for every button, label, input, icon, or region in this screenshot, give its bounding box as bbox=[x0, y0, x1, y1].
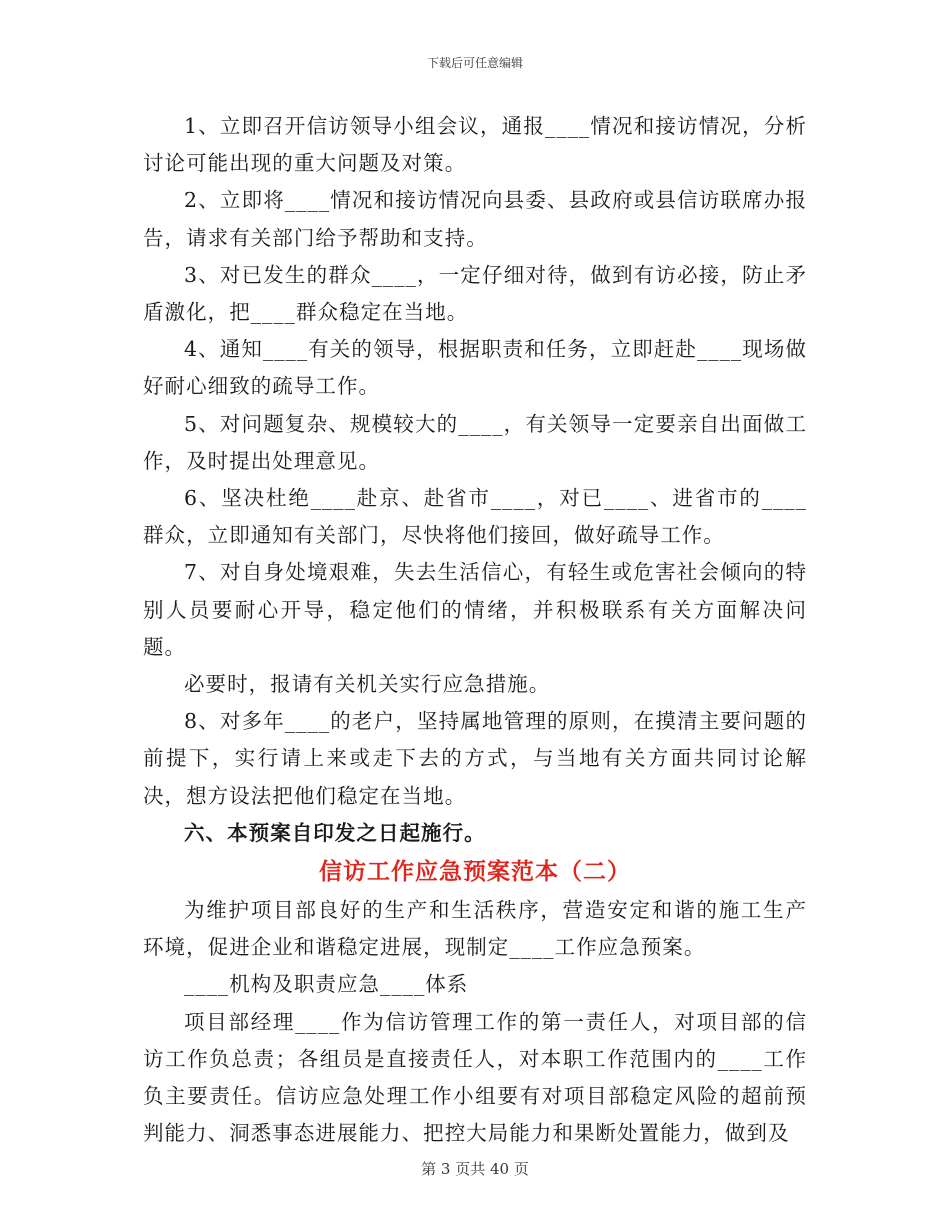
paragraph-note-emergency: 必要时，报请有关机关实行应急措施。 bbox=[184, 672, 551, 697]
section-responsibility-paragraph: 项目部经理____作为信访管理工作的第一责任人，对项目部的信访工作负总责；各组员是直接责任人，对本职工作范围内的____工作负主要责任。信访应急处理工作小组要有对项目部稳定风险的超前预判能力、洞悉事态进展能力、把控大局能力和果断处置能力，做到及 bbox=[143, 1009, 807, 1146]
paragraph-item-5: 5、对问题复杂、规模较大的____，有关领导一定要亲自出面做工作，及时提出处理意见。 bbox=[143, 411, 807, 473]
paragraph-item-4: 4、通知____有关的领导，根据职责和任务，立即赶赴____现场做好耐心细致的疏导工作。 bbox=[143, 337, 807, 399]
section-organization-heading: ____机构及职责应急____体系 bbox=[184, 972, 469, 997]
page-header-note: 下载后可任意编辑 bbox=[426, 56, 523, 70]
paragraph-item-1: 1、立即召开信访领导小组会议，通报____情况和接访情况，分析讨论可能出现的重大问题及对策。 bbox=[143, 114, 807, 176]
paragraph-item-8: 8、对多年____的老户，坚持属地管理的原则，在摸清主要问题的前提下，实行请上来或走下去的方式，与当地有关方面共同讨论解决，想方设法把他们稳定在当地。 bbox=[143, 709, 807, 808]
paragraph-item-2: 2、立即将____情况和接访情况向县委、县政府或县信访联席办报告，请求有关部门给予帮助和支持。 bbox=[143, 188, 807, 250]
document-body bbox=[143, 108, 807, 1152]
paragraph-item-7: 7、对自身处境艰难，失去生活信心，有轻生或危害社会倾向的特别人员要耐心开导，稳定他们的情绪，并积极联系有关方面解决问题。 bbox=[143, 560, 807, 659]
section-six-heading: 六、本预案自印发之日起施行。 bbox=[184, 820, 486, 845]
section-title: 信访工作应急预案范本（二） bbox=[319, 858, 631, 886]
paragraph-item-6: 6、坚决杜绝____赴京、赴省市____，对已____、进省市的____群众，立即通知有关部门，尽快将他们接回，做好疏导工作。 bbox=[143, 486, 807, 548]
page-number-footer: 第 3 页共 40 页 bbox=[421, 1160, 529, 1178]
paragraph-item-3: 3、对已发生的群众____，一定仔细对待，做到有访必接，防止矛盾激化，把____群众稳定在当地。 bbox=[143, 262, 807, 325]
section-intro-paragraph: 为维护项目部良好的生产和生活秩序，营造安定和谐的施工生产环境，促进企业和谐稳定进展，现制定____工作应急预案。 bbox=[143, 898, 807, 960]
